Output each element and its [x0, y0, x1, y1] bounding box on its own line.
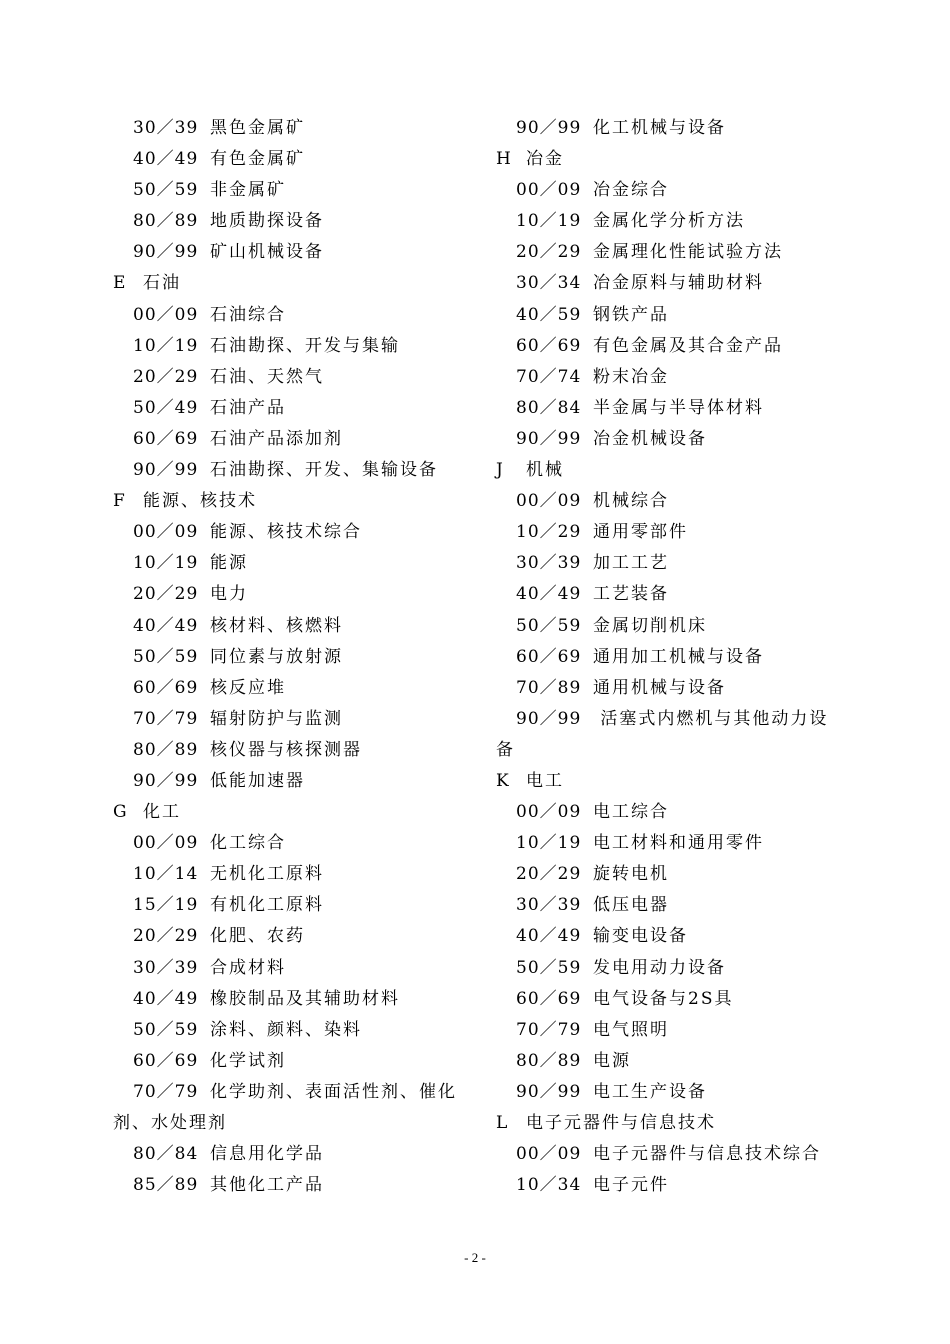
category-title: 电工 — [526, 770, 564, 791]
category-title: 机械 — [526, 460, 564, 481]
entry-label: 橡胶制品及其辅助材料 — [210, 988, 400, 1009]
entry-label: 核仪器与核探测器 — [210, 739, 362, 760]
classification-entry — [113, 984, 493, 1015]
classification-entry — [496, 704, 876, 735]
entry-code: 90／99 — [516, 118, 582, 138]
classification-entry — [496, 859, 876, 890]
entry-label: 有机化工原料 — [210, 895, 324, 916]
classification-entry — [113, 331, 493, 362]
classification-entry — [496, 300, 876, 331]
classification-entry — [113, 579, 493, 610]
classification-entry — [113, 175, 493, 206]
entry-label: 合成材料 — [210, 957, 286, 978]
entry-label: 工艺装备 — [593, 584, 669, 605]
category-title: 石油 — [143, 273, 181, 294]
category-letter: F — [113, 491, 127, 512]
classification-entry — [496, 611, 876, 642]
classification-entry — [113, 1170, 493, 1201]
entry-label: 冶金综合 — [593, 180, 669, 201]
classification-entry — [496, 673, 876, 704]
classification-entry — [496, 828, 876, 859]
entry-label: 电气设备与2S具 — [593, 988, 734, 1009]
classification-entry — [113, 1077, 493, 1108]
entry-label: 化工机械与设备 — [593, 118, 726, 138]
entry-label: 电工生产设备 — [593, 1081, 707, 1102]
right-column — [496, 113, 876, 1201]
entry-code: 60／69 — [133, 428, 199, 449]
classification-entry — [496, 1015, 876, 1046]
entry-code: 90／99 — [133, 460, 199, 481]
category-heading — [496, 1108, 876, 1139]
entry-code: 00／09 — [133, 522, 199, 543]
entry-label: 机械综合 — [593, 491, 669, 512]
entry-label: 矿山机械设备 — [210, 242, 324, 263]
entry-label: 电工材料和通用零件 — [593, 833, 764, 854]
entry-label: 钢铁产品 — [593, 304, 669, 325]
entry-code: 10／19 — [516, 833, 582, 854]
entry-code: 40／49 — [516, 926, 582, 947]
entry-label: 旋转电机 — [593, 864, 669, 885]
classification-entry — [496, 1046, 876, 1077]
category-heading — [113, 486, 493, 517]
entry-label: 核反应堆 — [210, 677, 286, 698]
classification-entry — [496, 486, 876, 517]
entry-code: 00／09 — [133, 304, 199, 325]
entry-code: 20／29 — [133, 584, 199, 605]
entry-code: 10／14 — [133, 864, 199, 885]
entry-code: 40／49 — [133, 615, 199, 636]
entry-code: 50／49 — [133, 397, 199, 418]
category-title: 能源、核技术 — [143, 491, 257, 512]
classification-entry — [496, 1077, 876, 1108]
entry-label: 辐射防护与监测 — [210, 708, 343, 729]
entry-label: 石油综合 — [210, 304, 286, 325]
classification-entry — [496, 206, 876, 237]
classification-entry — [113, 704, 493, 735]
classification-entry — [496, 393, 876, 424]
entry-label: 金属化学分析方法 — [593, 211, 745, 232]
classification-entry — [113, 735, 493, 766]
entry-code: 90／99 — [516, 708, 582, 729]
entry-label: 活塞式内燃机与其他动力设 — [593, 708, 829, 729]
entry-code: 80／84 — [516, 397, 582, 418]
entry-label: 石油、天然气 — [210, 366, 324, 387]
entry-code: 40／49 — [133, 988, 199, 1009]
entry-label: 金属切削机床 — [593, 615, 707, 636]
category-heading — [496, 766, 876, 797]
category-letter: L — [496, 1113, 510, 1133]
entry-code: 30／39 — [133, 118, 199, 138]
entry-label: 电力 — [210, 584, 248, 605]
entry-code: 00／09 — [516, 180, 582, 201]
entry-code: 40／49 — [516, 584, 582, 605]
entry-label: 金属理化性能试验方法 — [593, 242, 783, 263]
entry-code: 20／29 — [133, 926, 199, 947]
entry-label: 能源 — [210, 553, 248, 574]
entry-code: 10／19 — [133, 335, 199, 356]
entry-code: 30／39 — [516, 553, 582, 574]
entry-code: 10／19 — [516, 211, 582, 232]
classification-entry — [496, 579, 876, 610]
entry-code: 70／74 — [516, 366, 582, 387]
classification-entry — [496, 362, 876, 393]
classification-entry — [113, 144, 493, 175]
entry-label: 核材料、核燃料 — [210, 615, 343, 636]
classification-entry — [113, 828, 493, 859]
classification-entry — [496, 331, 876, 362]
entry-label: 非金属矿 — [210, 180, 286, 201]
entry-continuation: 剂、水处理剂 — [113, 1113, 227, 1133]
entry-label: 石油产品 — [210, 397, 286, 418]
classification-entry — [113, 424, 493, 455]
entry-label: 石油勘探、开发、集输设备 — [210, 460, 438, 481]
entry-code: 40／59 — [516, 304, 582, 325]
entry-code: 50／59 — [516, 957, 582, 978]
classification-entry — [496, 890, 876, 921]
category-letter: H — [496, 149, 513, 170]
category-letter: E — [113, 273, 128, 294]
entry-label: 发电用动力设备 — [593, 957, 726, 978]
entry-label: 石油勘探、开发与集输 — [210, 335, 400, 356]
entry-label: 电源 — [593, 1050, 631, 1071]
entry-code: 80／89 — [133, 739, 199, 760]
entry-label: 电工综合 — [593, 802, 669, 823]
entry-code: 20／29 — [516, 864, 582, 885]
entry-code: 80／84 — [133, 1144, 199, 1165]
classification-entry — [113, 300, 493, 331]
entry-label: 石油产品添加剂 — [210, 428, 343, 449]
entry-code: 30／39 — [516, 895, 582, 916]
entry-code: 10／29 — [516, 522, 582, 543]
classification-entry — [113, 890, 493, 921]
classification-entry — [113, 548, 493, 579]
category-heading — [113, 268, 493, 299]
page-number: - 2 - — [464, 1250, 486, 1265]
classification-entry — [113, 393, 493, 424]
entry-code: 60／69 — [516, 988, 582, 1009]
entry-label: 黑色金属矿 — [210, 118, 305, 138]
category-title: 化工 — [143, 802, 181, 823]
category-title: 电子元器件与信息技术 — [526, 1113, 716, 1133]
classification-entry — [113, 113, 493, 144]
entry-code: 60／69 — [133, 1050, 199, 1071]
entry-label: 低能加速器 — [210, 770, 305, 791]
entry-label: 涂料、颜料、染料 — [210, 1019, 362, 1040]
entry-code: 85／89 — [133, 1175, 199, 1196]
category-letter: K — [496, 770, 511, 791]
classification-entry — [496, 517, 876, 548]
entry-label: 无机化工原料 — [210, 864, 324, 885]
entry-code: 20／29 — [516, 242, 582, 263]
entry-code: 15／19 — [133, 895, 199, 916]
classification-entry — [113, 611, 493, 642]
entry-code: 00／09 — [516, 1144, 582, 1165]
entry-label: 加工工艺 — [593, 553, 669, 574]
classification-entry — [496, 175, 876, 206]
classification-entry — [113, 859, 493, 890]
entry-label: 半金属与半导体材料 — [593, 397, 764, 418]
entry-label: 输变电设备 — [593, 926, 688, 947]
classification-entry — [496, 268, 876, 299]
entry-label: 电子元器件与信息技术综合 — [593, 1144, 821, 1165]
entry-code: 70／89 — [516, 677, 582, 698]
entry-label: 电气照明 — [593, 1019, 669, 1040]
entry-code: 10／34 — [516, 1175, 582, 1196]
left-column — [113, 113, 493, 1201]
entry-code: 60／69 — [516, 335, 582, 356]
classification-entry — [496, 953, 876, 984]
entry-label: 化工综合 — [210, 833, 286, 854]
entry-code: 50／59 — [133, 180, 199, 201]
entry-code: 40／49 — [133, 149, 199, 170]
entry-label: 有色金属矿 — [210, 149, 305, 170]
entry-label: 通用机械与设备 — [593, 677, 726, 698]
classification-entry — [113, 1139, 493, 1170]
entry-label: 冶金机械设备 — [593, 428, 707, 449]
entry-label: 同位素与放射源 — [210, 646, 343, 667]
entry-code: 20／29 — [133, 366, 199, 387]
entry-code: 90／99 — [133, 242, 199, 263]
classification-entry — [496, 1139, 876, 1170]
classification-entry — [496, 984, 876, 1015]
entry-label: 冶金原料与辅助材料 — [593, 273, 764, 294]
classification-entry — [496, 797, 876, 828]
category-heading — [496, 455, 876, 486]
category-letter: J — [496, 460, 505, 481]
entry-label: 有色金属及其合金产品 — [593, 335, 783, 356]
category-letter: G — [113, 802, 129, 823]
entry-code: 60／69 — [516, 646, 582, 667]
entry-code: 00／09 — [516, 491, 582, 512]
classification-entry — [496, 1170, 876, 1201]
entry-label: 通用加工机械与设备 — [593, 646, 764, 667]
entry-label: 地质勘探设备 — [210, 211, 324, 232]
entry-code: 30／39 — [133, 957, 199, 978]
classification-entry — [113, 362, 493, 393]
entry-label: 能源、核技术综合 — [210, 522, 362, 543]
classification-entry — [496, 424, 876, 455]
classification-entry — [113, 642, 493, 673]
entry-code: 90／99 — [516, 1081, 582, 1102]
classification-entry — [113, 1015, 493, 1046]
entry-label: 化肥、农药 — [210, 926, 305, 947]
classification-entry — [113, 206, 493, 237]
entry-code: 50／59 — [133, 646, 199, 667]
entry-code: 00／09 — [133, 833, 199, 854]
entry-label: 粉末冶金 — [593, 366, 669, 387]
entry-code: 80／89 — [516, 1050, 582, 1071]
entry-label: 信息用化学品 — [210, 1144, 324, 1165]
category-title: 冶金 — [526, 149, 564, 170]
entry-code: 70／79 — [133, 708, 199, 729]
entry-label: 电子元件 — [593, 1175, 669, 1196]
entry-label: 低压电器 — [593, 895, 669, 916]
entry-code: 50／59 — [516, 615, 582, 636]
entry-code: 10／19 — [133, 553, 199, 574]
classification-entry — [496, 113, 876, 144]
entry-code: 00／09 — [516, 802, 582, 823]
entry-continuation: 备 — [496, 739, 515, 760]
classification-entry — [113, 1046, 493, 1077]
classification-entry — [496, 237, 876, 268]
entry-code: 90／99 — [516, 428, 582, 449]
entry-label: 其他化工产品 — [210, 1175, 324, 1196]
classification-entry — [113, 766, 493, 797]
classification-entry — [113, 921, 493, 952]
entry-label: 化学助剂、表面活性剂、催化 — [210, 1081, 457, 1102]
classification-entry — [113, 237, 493, 268]
entry-code: 50／59 — [133, 1019, 199, 1040]
entry-code: 30／34 — [516, 273, 582, 294]
classification-entry — [496, 642, 876, 673]
entry-code: 60／69 — [133, 677, 199, 698]
entry-label: 化学试剂 — [210, 1050, 286, 1071]
category-heading — [496, 144, 876, 175]
entry-label: 通用零部件 — [593, 522, 688, 543]
entry-code: 70／79 — [516, 1019, 582, 1040]
entry-code: 90／99 — [133, 770, 199, 791]
classification-entry — [496, 921, 876, 952]
classification-entry — [113, 517, 493, 548]
classification-entry — [113, 455, 493, 486]
category-heading — [113, 797, 493, 828]
classification-entry — [113, 953, 493, 984]
entry-code: 80／89 — [133, 211, 199, 232]
classification-entry — [113, 673, 493, 704]
classification-entry — [496, 548, 876, 579]
entry-code: 70／79 — [133, 1081, 199, 1102]
